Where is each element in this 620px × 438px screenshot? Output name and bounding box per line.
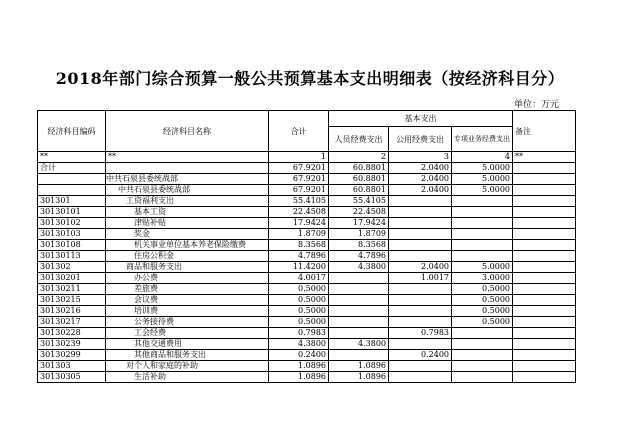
row-name xyxy=(106,163,269,174)
row-public: 0.7983 xyxy=(389,328,452,339)
row-note xyxy=(513,163,576,174)
row-code: 30130102 xyxy=(38,218,106,229)
table-row xyxy=(38,306,576,317)
row-code: 30130211 xyxy=(38,284,106,295)
table-row xyxy=(38,328,576,339)
row-special: 5.0000 xyxy=(452,174,513,185)
row-code: 合计 xyxy=(38,163,106,174)
row-name: 中共石泉县委统战部 xyxy=(106,174,269,185)
index-cell: 1 xyxy=(269,152,329,163)
row-public: 2.0400 xyxy=(389,262,452,273)
row-code: 30130239 xyxy=(38,339,106,350)
row-special xyxy=(452,328,513,339)
row-name: 商品和服务支出 xyxy=(106,262,269,273)
row-personnel xyxy=(329,350,389,361)
header-name: 经济科目名称 xyxy=(106,111,269,152)
row-note xyxy=(513,185,576,196)
row-total: 67.9201 xyxy=(269,163,329,174)
row-note xyxy=(513,328,576,339)
row-public xyxy=(389,284,452,295)
row-code: 301301 xyxy=(38,196,106,207)
index-cell: 3 xyxy=(389,152,452,163)
row-special: 5.0000 xyxy=(452,262,513,273)
row-note xyxy=(513,273,576,284)
row-note xyxy=(513,284,576,295)
header-note: 备注 xyxy=(513,111,576,152)
row-code: 30130101 xyxy=(38,207,106,218)
header-public: 公用经费支出 xyxy=(389,127,452,152)
row-special: 0.5000 xyxy=(452,295,513,306)
budget-table xyxy=(37,110,576,383)
row-personnel: 4.7896 xyxy=(329,251,389,262)
row-total: 1.8709 xyxy=(269,229,329,240)
row-special: 0.5000 xyxy=(452,317,513,328)
table-row xyxy=(38,317,576,328)
table-row xyxy=(38,361,576,372)
row-public xyxy=(389,240,452,251)
row-special xyxy=(452,240,513,251)
row-total: 0.5000 xyxy=(269,317,329,328)
index-cell: ** xyxy=(106,152,269,163)
header-total: 合计 xyxy=(269,111,329,152)
row-public xyxy=(389,196,452,207)
row-code: 30130305 xyxy=(38,372,106,383)
row-personnel xyxy=(329,317,389,328)
row-total: 4.7896 xyxy=(269,251,329,262)
row-personnel: 4.3800 xyxy=(329,262,389,273)
row-total: 67.9201 xyxy=(269,174,329,185)
row-public xyxy=(389,207,452,218)
row-public xyxy=(389,251,452,262)
row-name: 工资福利支出 xyxy=(106,196,269,207)
row-personnel xyxy=(329,295,389,306)
row-name: 其他交通费用 xyxy=(106,339,269,350)
row-note xyxy=(513,207,576,218)
row-public: 1.0017 xyxy=(389,273,452,284)
row-note xyxy=(513,372,576,383)
row-code: 30130215 xyxy=(38,295,106,306)
index-cell: 4 xyxy=(452,152,513,163)
row-note xyxy=(513,174,576,185)
row-personnel: 1.0896 xyxy=(329,372,389,383)
row-code: 30130228 xyxy=(38,328,106,339)
row-public: 2.0400 xyxy=(389,163,452,174)
row-personnel: 60.8801 xyxy=(329,174,389,185)
unit-label: 单位：万元 xyxy=(514,100,560,110)
row-note xyxy=(513,361,576,372)
row-note xyxy=(513,218,576,229)
header-personnel: 人员经费支出 xyxy=(329,127,389,152)
table-row xyxy=(38,218,576,229)
row-name: 办公费 xyxy=(106,273,269,284)
row-name: 津贴补贴 xyxy=(106,218,269,229)
row-special xyxy=(452,196,513,207)
row-code: 30130217 xyxy=(38,317,106,328)
row-public xyxy=(389,317,452,328)
index-cell: 2 xyxy=(329,152,389,163)
row-name: 基本工资 xyxy=(106,207,269,218)
row-name: 工会经费 xyxy=(106,328,269,339)
page-title: 2018年部门综合预算一般公共预算基本支出明细表（按经济科目分） xyxy=(55,69,565,88)
row-total: 8.3568 xyxy=(269,240,329,251)
row-personnel: 8.3568 xyxy=(329,240,389,251)
row-note xyxy=(513,306,576,317)
row-personnel xyxy=(329,306,389,317)
row-special xyxy=(452,218,513,229)
row-note xyxy=(513,317,576,328)
row-total: 0.7983 xyxy=(269,328,329,339)
row-code: 301303 xyxy=(38,361,106,372)
row-special xyxy=(452,361,513,372)
row-personnel xyxy=(329,328,389,339)
row-total: 11.4200 xyxy=(269,262,329,273)
row-note xyxy=(513,262,576,273)
row-name: 培训费 xyxy=(106,306,269,317)
row-personnel: 4.3800 xyxy=(329,339,389,350)
header-basic: 基本支出 xyxy=(329,111,513,127)
row-name: 机关事业单位基本养老保险缴费 xyxy=(106,240,269,251)
row-special xyxy=(452,207,513,218)
row-name: 会议费 xyxy=(106,295,269,306)
row-personnel: 60.8801 xyxy=(329,185,389,196)
row-personnel: 17.9424 xyxy=(329,218,389,229)
row-total: 67.9201 xyxy=(269,185,329,196)
table-row xyxy=(38,273,576,284)
index-cell: ** xyxy=(38,152,106,163)
row-name: 奖金 xyxy=(106,229,269,240)
row-note xyxy=(513,196,576,207)
index-row xyxy=(38,152,576,163)
row-code: 30130216 xyxy=(38,306,106,317)
row-code: 30130113 xyxy=(38,251,106,262)
row-name: 差旅费 xyxy=(106,284,269,295)
row-note xyxy=(513,240,576,251)
table-row xyxy=(38,284,576,295)
row-special xyxy=(452,372,513,383)
row-special: 0.5000 xyxy=(452,284,513,295)
table-row xyxy=(38,240,576,251)
row-code: 301302 xyxy=(38,262,106,273)
row-code: 30130108 xyxy=(38,240,106,251)
row-special xyxy=(452,251,513,262)
row-special: 3.0000 xyxy=(452,273,513,284)
row-total: 1.0896 xyxy=(269,372,329,383)
row-public: 0.2400 xyxy=(389,350,452,361)
row-name: 住房公积金 xyxy=(106,251,269,262)
row-code xyxy=(38,185,106,196)
row-public xyxy=(389,361,452,372)
row-code xyxy=(38,174,106,185)
table-row xyxy=(38,339,576,350)
row-special: 5.0000 xyxy=(452,163,513,174)
row-personnel xyxy=(329,284,389,295)
row-name: 对个人和家庭的补助 xyxy=(106,361,269,372)
table-row xyxy=(38,174,576,185)
row-personnel: 1.0896 xyxy=(329,361,389,372)
row-personnel: 55.4105 xyxy=(329,196,389,207)
row-public xyxy=(389,218,452,229)
row-name: 公务接待费 xyxy=(106,317,269,328)
row-name: 中共石泉县委统战部 xyxy=(106,185,269,196)
row-special xyxy=(452,229,513,240)
row-public: 2.0400 xyxy=(389,185,452,196)
row-note xyxy=(513,339,576,350)
table-row xyxy=(38,196,576,207)
index-cell: ** xyxy=(513,152,576,163)
row-total: 55.4105 xyxy=(269,196,329,207)
row-total: 0.2400 xyxy=(269,350,329,361)
row-public xyxy=(389,306,452,317)
row-public: 2.0400 xyxy=(389,174,452,185)
row-public xyxy=(389,339,452,350)
row-note xyxy=(513,229,576,240)
table-row xyxy=(38,185,576,196)
row-special: 0.5000 xyxy=(452,306,513,317)
row-total: 4.0017 xyxy=(269,273,329,284)
row-note xyxy=(513,251,576,262)
row-public xyxy=(389,372,452,383)
row-total: 0.5000 xyxy=(269,306,329,317)
row-personnel: 60.8801 xyxy=(329,163,389,174)
row-public xyxy=(389,229,452,240)
row-total: 0.5000 xyxy=(269,284,329,295)
table-row xyxy=(38,251,576,262)
row-total: 22.4508 xyxy=(269,207,329,218)
row-personnel: 1.8709 xyxy=(329,229,389,240)
header-special: 专项业务经费支出 xyxy=(452,127,513,152)
row-personnel: 22.4508 xyxy=(329,207,389,218)
row-name: 其他商品和服务支出 xyxy=(106,350,269,361)
row-code: 30130299 xyxy=(38,350,106,361)
row-note xyxy=(513,295,576,306)
table-row xyxy=(38,262,576,273)
row-name: 生活补助 xyxy=(106,372,269,383)
table-row xyxy=(38,163,576,174)
row-total: 17.9424 xyxy=(269,218,329,229)
row-special: 5.0000 xyxy=(452,185,513,196)
table-row xyxy=(38,295,576,306)
row-special xyxy=(452,350,513,361)
row-public xyxy=(389,295,452,306)
row-code: 30130103 xyxy=(38,229,106,240)
row-special xyxy=(452,339,513,350)
row-total: 1.0896 xyxy=(269,361,329,372)
header-code: 经济科目编码 xyxy=(38,111,106,152)
row-total: 4.3800 xyxy=(269,339,329,350)
row-code: 30130201 xyxy=(38,273,106,284)
table-row xyxy=(38,372,576,383)
row-total: 0.5000 xyxy=(269,295,329,306)
table-row xyxy=(38,229,576,240)
table-row xyxy=(38,350,576,361)
row-personnel xyxy=(329,273,389,284)
table-row xyxy=(38,207,576,218)
row-note xyxy=(513,350,576,361)
